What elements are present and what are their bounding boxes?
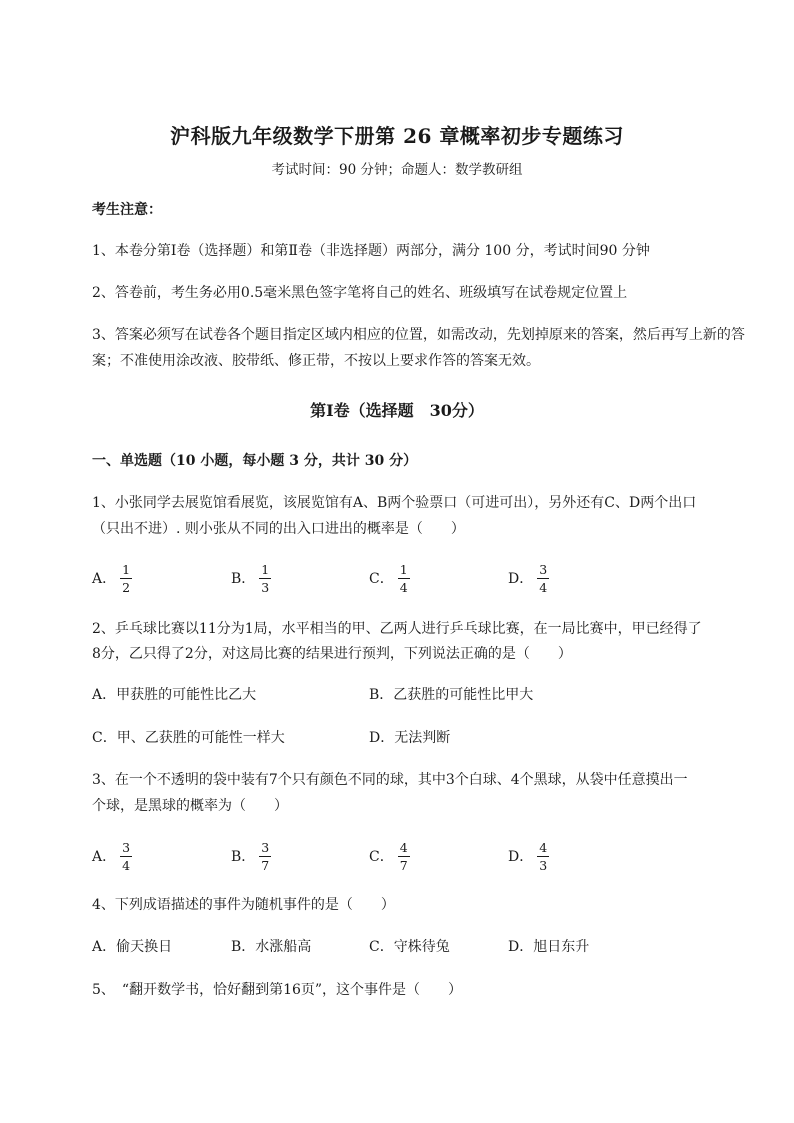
fraction: $\frac{3}{4}$ — [122, 839, 131, 873]
fraction: $\frac{1}{3}$ — [261, 561, 270, 595]
question-1-option-d[interactable]: D． $\frac{3}{4}$ — [508, 561, 548, 595]
fraction: $\frac{1}{4}$ — [399, 561, 408, 595]
question-1-line-1: 1、小张同学去展览馆看展览，该展览馆有A、B两个验票口（可进可出），另外还有C、D两个出口 — [92, 495, 697, 511]
question-3-option-a[interactable]: A． $\frac{3}{4}$ — [92, 839, 131, 873]
question-3-line-2: 个球，是黑球的概率为（ ） — [92, 798, 288, 814]
question-4-option-c[interactable]: C．守株待兔 — [369, 939, 450, 955]
question-2-option-a[interactable]: A．甲获胜的可能性比乙大 — [92, 687, 257, 703]
fraction: $\frac{4}{7}$ — [399, 839, 408, 873]
notice-heading: 考生注意： — [92, 202, 162, 218]
question-4-option-b[interactable]: B．水涨船高 — [231, 939, 312, 955]
question-3-option-b[interactable]: B． $\frac{3}{7}$ — [231, 839, 270, 873]
notice-item-2: 2、答卷前，考生务必用0.5毫米黑色签字笔将自己的姓名、班级填写在试卷规定位置上 — [92, 285, 628, 301]
question-2-line-1: 2、乒乓球比赛以11分为1局，水平相当的甲、乙两人进行乒乓球比赛，在一局比赛中，甲已经得了 — [92, 621, 702, 637]
notice-item-1: 1、本卷分第Ⅰ卷（选择题）和第Ⅱ卷（非选择题）两部分，满分 100 分，考试时间90 分钟 — [92, 243, 650, 259]
question-1-option-b[interactable]: B． $\frac{1}{3}$ — [231, 561, 270, 595]
question-1-line-2: （只出不进）. 则小张从不同的出入口进出的概率是（ ） — [92, 521, 465, 537]
question-3-line-1: 3、在一个不透明的袋中装有7个只有颜色不同的球，其中3个白球、4个黑球，从袋中任意摸出一 — [92, 772, 688, 788]
part-heading: 一、单选题（10 小题，每小题 3 分，共计 30 分） — [92, 453, 418, 469]
question-2-line-2: 8分，乙只得了2分，对这局比赛的结果进行预判，下列说法正确的是（ ） — [92, 646, 572, 662]
question-2-option-d[interactable]: D．无法判断 — [369, 730, 451, 746]
question-2-option-c[interactable]: C．甲、乙获胜的可能性一样大 — [92, 730, 285, 746]
question-4-option-a[interactable]: A．偷天换日 — [92, 939, 173, 955]
question-3-options — [92, 836, 752, 876]
exam-info: 考试时间：90 分钟；命题人：数学教研组 — [271, 162, 523, 178]
fraction: $\frac{1}{2}$ — [122, 561, 131, 595]
fraction: $\frac{3}{7}$ — [261, 839, 270, 873]
question-1-option-a[interactable]: A． $\frac{1}{2}$ — [92, 561, 131, 595]
question-3-option-d[interactable]: D． $\frac{4}{3}$ — [508, 839, 548, 873]
fraction: $\frac{3}{4}$ — [539, 561, 548, 595]
question-4-option-d[interactable]: D．旭日东升 — [508, 939, 590, 955]
question-5-line-1: 5、 “翻开数学书，恰好翻到第16页”，这个事件是（ ） — [92, 982, 463, 998]
notice-item-3: 3、答案必须写在试卷各个题目指定区域内相应的位置，如需改动，先划掉原来的答案，然后再写上新的答案；不准使用涂改液、胶带纸、修正带，不按以上要求作答的答案无效。 — [92, 327, 745, 369]
section-title: 第Ⅰ卷（选择题 30分） — [310, 401, 484, 420]
page-title: 沪科版九年级数学下册第 26 章概率初步专题练习 — [170, 124, 624, 148]
question-4-line-1: 4、下列成语描述的事件为随机事件的是（ ） — [92, 897, 395, 913]
question-1-options — [92, 558, 752, 598]
question-3-option-c[interactable]: C． $\frac{4}{7}$ — [369, 839, 408, 873]
question-1-option-c[interactable]: C． $\frac{1}{4}$ — [369, 561, 408, 595]
question-2-option-b[interactable]: B．乙获胜的可能性比甲大 — [369, 687, 534, 703]
fraction: $\frac{4}{3}$ — [539, 839, 548, 873]
